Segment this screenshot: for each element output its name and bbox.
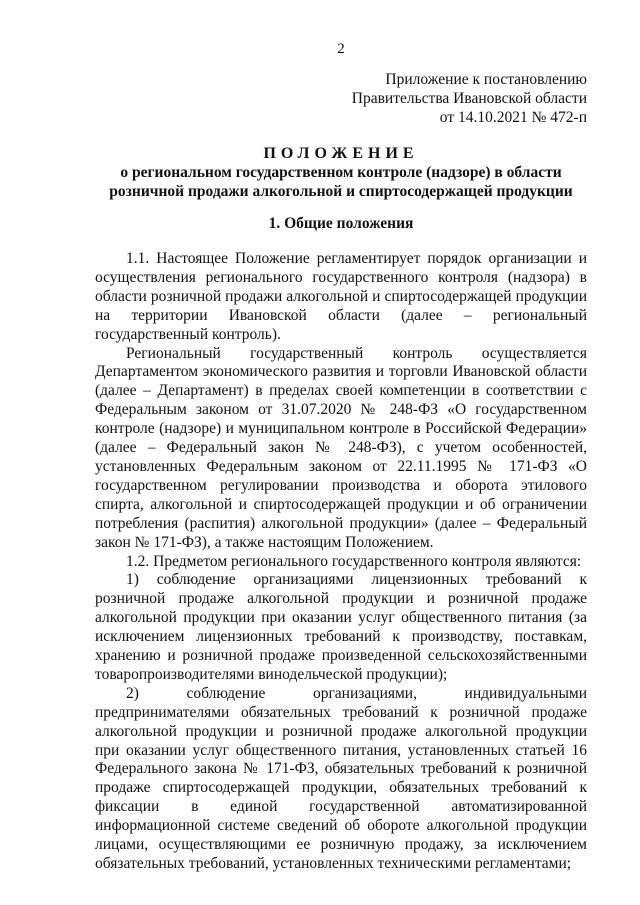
list-item-2: 2) соблюдение организациями, индивидуальными предпринимателями обязательных требований к розничной продаже алкогольной продукции и розничной продаже алкогольной продукции при оказании услуг общественного питания, установленных статьей 16 Федерального закона № 171-ФЗ, обязательных требований к розничной продаже спиртосодержащей продукции, обязательных требований к фиксации в единой государственной автоматизированной информационной системе сведений об обороте алкогольной продукции лицами, осуществляющими ее розничную продажу, за исключением обязательных требований, установленных техническими регламентами; xyxy=(95,684,587,872)
appendix-block xyxy=(352,70,587,127)
paragraph-authority: Региональный государственный контроль осуществляется Департаментом экономического развития и торговли Ивановской области (далее – Департамент) в пределах своей компетенции в соответствии с Федеральным законом от 31.07.2020 № 248-ФЗ «О государственном контроле (надзоре) и муниципальном контроле в Российской Федерации» (далее – Федеральный закон № 248-ФЗ), с учетом особенностей, установленных Федеральным законом от 22.11.1995 № 171-ФЗ «О государственном регулировании производства и оборота этилового спирта, алкогольной и спиртосодержащей продукции и об ограничении потребления (распития) алкогольной продукции» (далее – Федеральный закон № 171-ФЗ), а также настоящим Положением. xyxy=(95,344,587,551)
title-heading: ПОЛОЖЕНИЕ xyxy=(263,145,419,162)
document-body xyxy=(95,250,587,874)
section-heading: 1. Общие положения xyxy=(268,215,414,232)
page-number: 2 xyxy=(337,41,345,57)
appendix-line-3: от 14.10.2021 № 472-п xyxy=(439,109,587,126)
appendix-line-1: Приложение к постановлению xyxy=(385,71,587,88)
document-title xyxy=(95,144,587,201)
paragraph-1-1: 1.1. Настоящее Положение регламентирует порядок организации и осуществления регионального государственного контроля (надзора) в области розничной продажи алкогольной и спиртосодержащей продукции на территории Ивановской области (далее – региональный государственный контроль). xyxy=(95,250,587,343)
title-line-2: розничной продажи алкогольной и спиртосодержащей продукции xyxy=(109,183,573,200)
appendix-line-2: Правительства Ивановской области xyxy=(351,90,587,107)
paragraph-1-2: 1.2. Предметом регионального государственного контроля являются: xyxy=(126,552,582,570)
title-line-1: о региональном государственном контроле (надзоре) в области xyxy=(120,164,562,181)
list-item-1: 1) соблюдение организациями лицензионных требований к розничной продаже алкогольной продукции и розничной продаже алкогольной продукции при оказании услуг общественного питания (за исключением лицензионных требований к производству, поставкам, хранению и розничной продаже произведенной сельскохозяйственными товаропроизводителями винодельческой продукции); xyxy=(95,571,587,683)
